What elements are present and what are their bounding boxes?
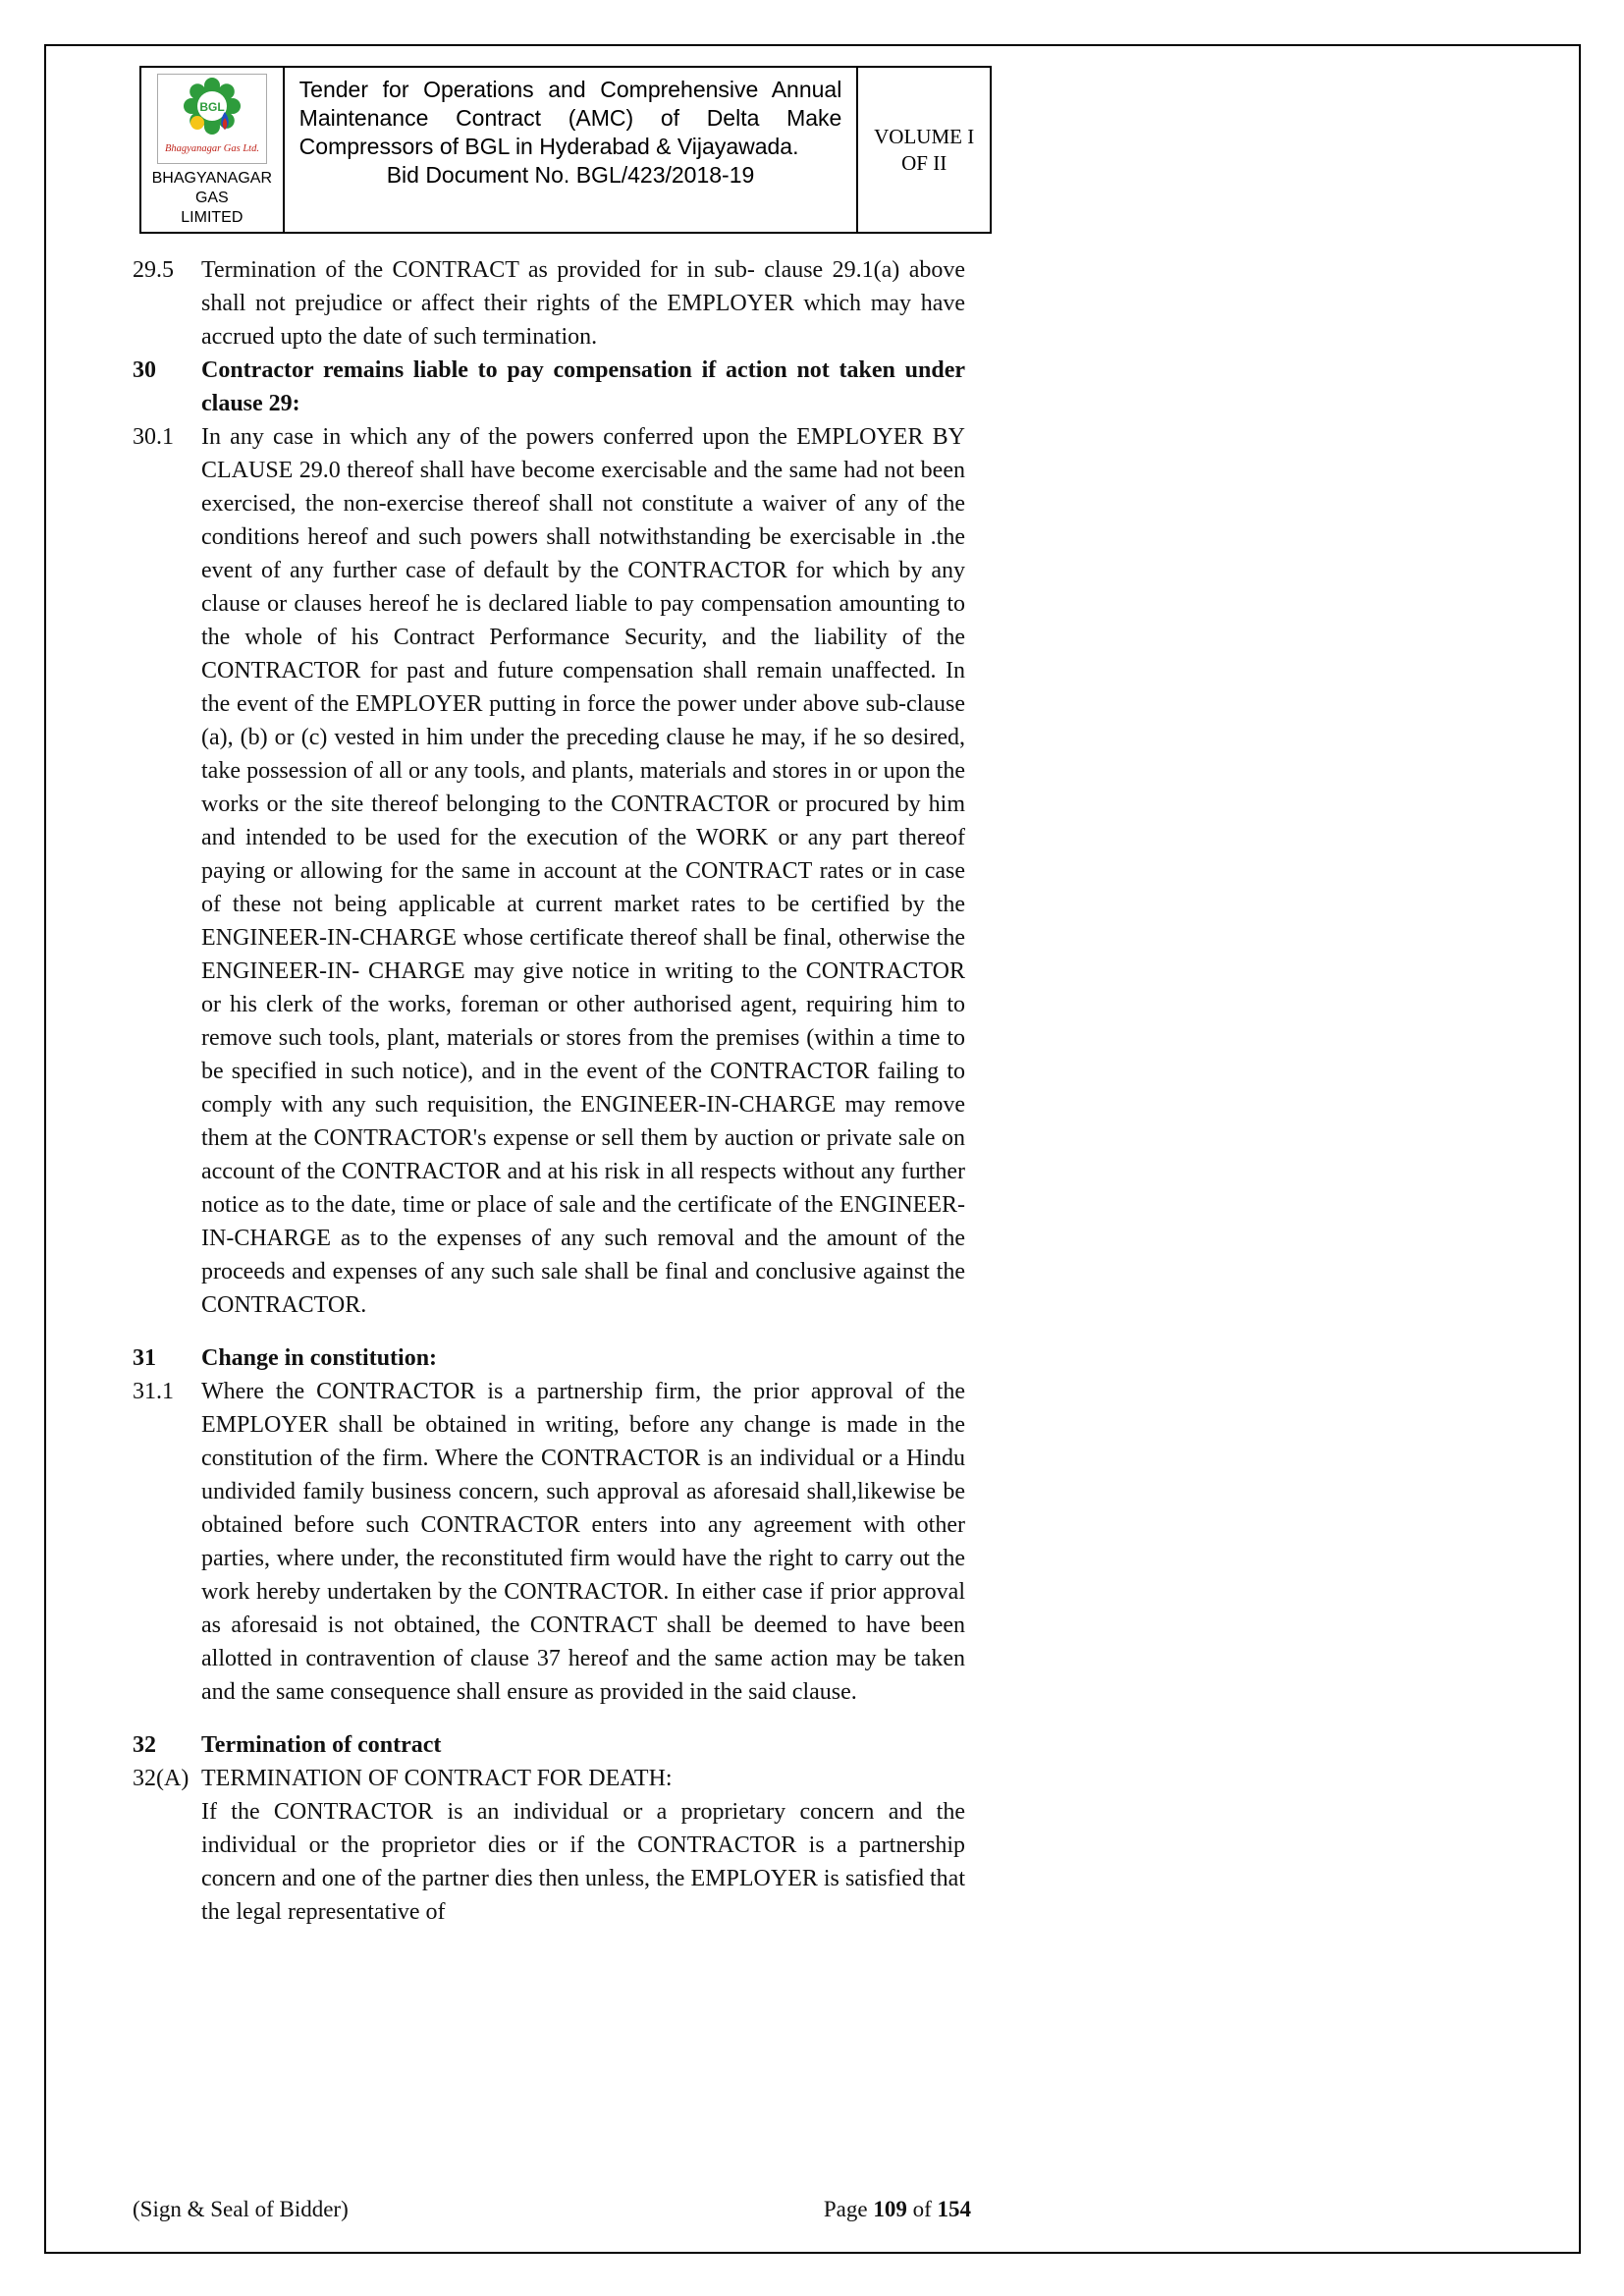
logo-caption: Bhagyanagar Gas Ltd.: [164, 143, 259, 154]
clause-number: 32(A): [133, 1766, 189, 1791]
clause-text: If the CONTRACTOR is an individual or a proprietary concern and the individual or the proprietor dies or if the CONTRACTOR is a partnership concern and one of the partner dies then unless, the EMPLOYER is satisfied that the legal representative of: [201, 1799, 965, 1925]
clause-heading-text: Change in constitution:: [201, 1345, 438, 1371]
page-number: [824, 2197, 971, 2222]
clause-number: 31: [133, 1345, 156, 1371]
volume-cell: [858, 68, 990, 232]
clause-32a: [133, 1762, 967, 1795]
clause-text: Termination of the CONTRACT as provided for in sub- clause 29.1(a) above shall not prejudice or affect their rights of the EMPLOYER which may have accrued upto the date of such termination.: [201, 257, 965, 350]
header-table: [139, 66, 992, 234]
clause-32a-body: [133, 1795, 967, 1929]
page-total: 154: [937, 2197, 971, 2221]
page-label: Page: [823, 2197, 868, 2221]
clause-number: 31.1: [133, 1379, 174, 1404]
logo-cell: [141, 68, 285, 232]
bgl-logo-icon: [161, 77, 263, 161]
title-cell: [285, 68, 859, 232]
org-name-line-1: BHAGYANAGAR GAS: [151, 170, 273, 206]
clause-29-5: [133, 253, 967, 354]
clause-number: [133, 1795, 201, 1929]
volume-line-1: VOLUME I: [874, 124, 975, 148]
clause-number: 29.5: [133, 257, 174, 283]
clause-heading-text: Termination of contract: [201, 1732, 442, 1758]
sign-seal-note: (Sign & Seal of Bidder): [133, 2197, 349, 2221]
clause-30-heading: [133, 354, 967, 420]
page: [44, 44, 1581, 2254]
tender-title: Tender for Operations and Comprehensive Annual Maintenance Contract (AMC) of Delta Make Compressors of BGL in Hyderabad & Vijayawada.: [298, 77, 842, 159]
bgl-logo: [157, 74, 267, 164]
org-name: [145, 169, 279, 228]
page-footer: [133, 2197, 971, 2222]
clause-number: 30.1: [133, 424, 174, 450]
page-current: 109: [873, 2197, 907, 2221]
page-of-label: of: [912, 2197, 932, 2221]
volume-line-2: OF II: [901, 150, 947, 175]
document-body: [133, 253, 967, 1929]
org-name-line-2: LIMITED: [181, 209, 244, 226]
bid-doc-no: Bid Document No. BGL/423/2018-19: [386, 162, 755, 188]
clause-heading-text: Contractor remains liable to pay compensation if action not taken under clause 29:: [201, 357, 965, 416]
clause-text: TERMINATION OF CONTRACT FOR DEATH:: [201, 1766, 673, 1791]
clause-text: In any case in which any of the powers conferred upon the EMPLOYER BY CLAUSE 29.0 thereof shall have become exercisable and the same had not been exercised, the non-exercise thereof shall not constitute a waiver of any of the conditions hereof and such powers shall notwithstanding be exercisable in .the event of any further case of default by the CONTRACTOR for which by any clause or clauses hereof he is declared liable to pay compensation amounting to the whole of his Contract Performance Security, and the liability of the CONTRACTOR for past and future compensation shall remain unaffected. In the event of the EMPLOYER putting in force the power under above sub-clause (a), (b) or (c) vested in him under the preceding clause he may, if he so desired, take possession of all or any tools, and plants, materials and stores in or upon the works or the site thereof belonging to the CONTRACTOR or procured by him and intended to be used for the execution of the WORK or any part thereof paying or allowing for the same in account at the CONTRACT rates or in case of these not being applicable at current market rates to be certified by the ENGINEER-IN-CHARGE whose certificate thereof shall be final, otherwise the ENGINEER-IN- CHARGE may give notice in writing to the CONTRACTOR or his clerk of the works, foreman or other authorised agent, requiring him to remove such tools, plant, materials or stores from the premises (within a time to be specified in such notice), and in the event of the CONTRACTOR failing to comply with any such requisition, the ENGINEER-IN-CHARGE may remove them at the CONTRACTOR's expense or sell them by auction or private sale on account of the CONTRACTOR and at his risk in all respects without any further notice as to the date, time or place of sale and the certificate of the ENGINEER-IN-CHARGE as to the expenses of any such removal and the amount of the proceeds and expenses of any such sale shall be final and conclusive against the CONTRACTOR.: [201, 424, 965, 1318]
clause-text: Where the CONTRACTOR is a partnership firm, the prior approval of the EMPLOYER shall be obtained in writing, before any change is made in the constitution of the firm. Where the CONTRACTOR is an individual or a Hindu undivided family business concern, such approval as aforesaid shall,likewise be obtained before such CONTRACTOR enters into any agreement with other parties, where under, the reconstituted firm would have the right to carry out the work hereby undertaken by the CONTRACTOR. In either case if prior approval as aforesaid is not obtained, the CONTRACT shall be deemed to have been allotted in contravention of clause 37 hereof and the same action may be taken and the same consequence shall ensure as provided in the said clause.: [201, 1379, 965, 1705]
clause-number: 32: [133, 1732, 156, 1758]
clause-number: 30: [133, 357, 156, 383]
logo-sun-icon: [190, 116, 204, 130]
clause-30-1: [133, 420, 967, 1322]
clause-31-1: [133, 1375, 967, 1709]
clause-32-heading: [133, 1728, 967, 1762]
logo-monogram: BGL: [199, 100, 225, 114]
clause-31-heading: [133, 1341, 967, 1375]
